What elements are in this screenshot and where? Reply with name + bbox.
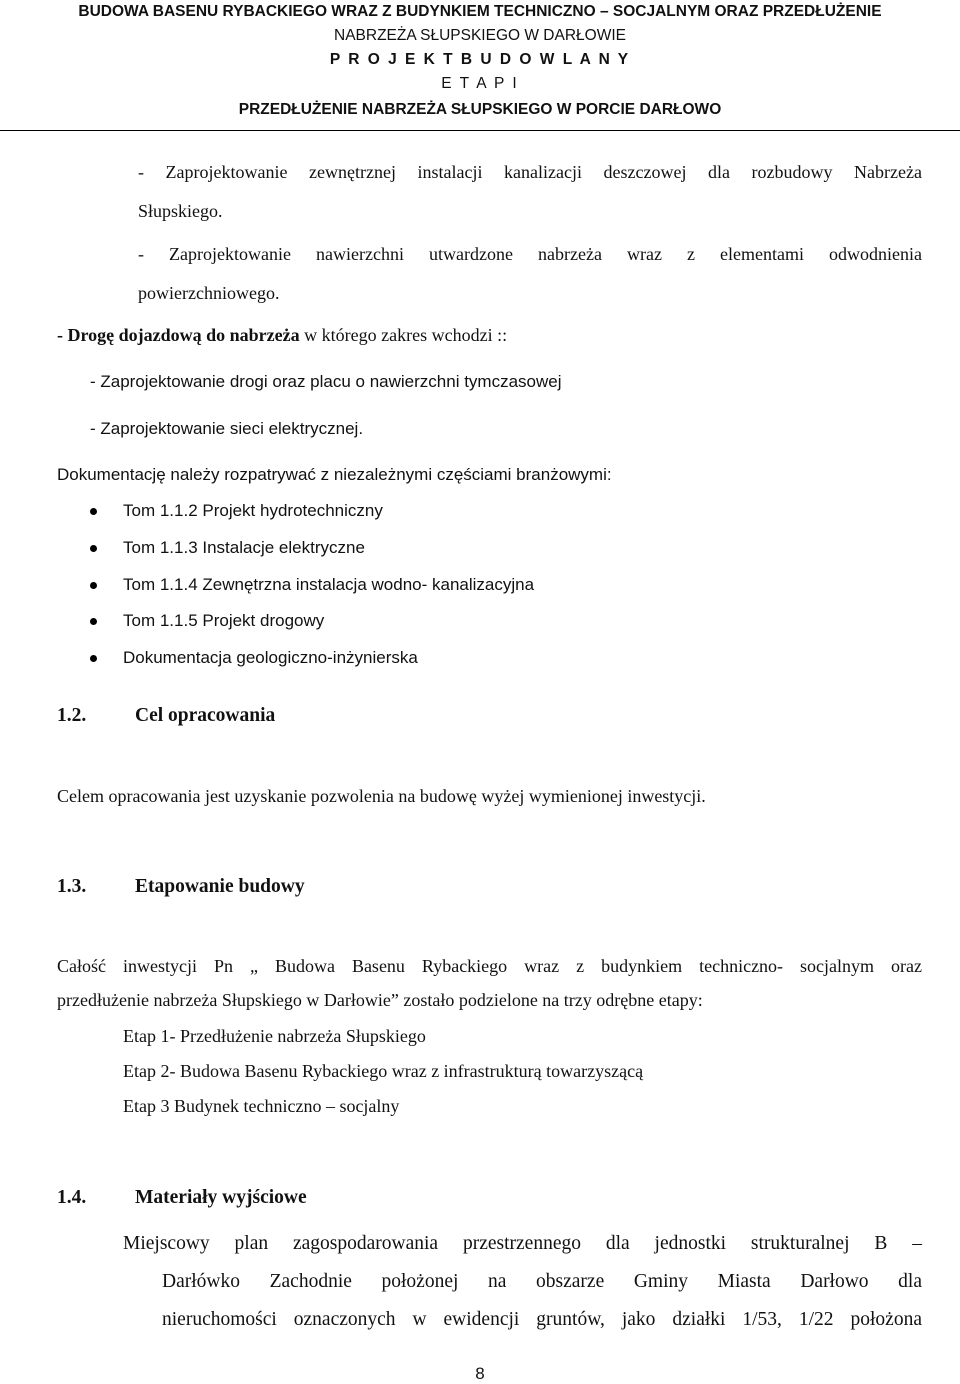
section-1-4-line-3: nieruchomości oznaczonych w ewidencji gruntów, jako działki 1/53, 1/22 położona <box>162 1309 922 1330</box>
header-line-5: PRZEDŁUŻENIE NABRZEŻA SŁUPSKIEGO W PORCIE DARŁOWO <box>238 101 722 118</box>
section-1-3-line-2: przedłużenie nabrzeża Słupskiego w Darłowie” zostało podzielone na trzy odrębne etapy: <box>57 990 703 1010</box>
intro-p2-line2: powierzchniowego. <box>138 283 280 303</box>
section-heading-1-3 <box>57 876 657 902</box>
road-item-2: - Zaprojektowanie sieci elektrycznej. <box>90 419 364 438</box>
page-number: 8 <box>475 1364 485 1383</box>
section-heading-1-2 <box>57 705 657 731</box>
section-number: 1.2. <box>57 705 87 726</box>
section-title: Cel opracowania <box>135 705 276 726</box>
section-title: Materiały wyjściowe <box>135 1187 307 1208</box>
section-1-2-text: Celem opracowania jest uzyskanie pozwolenia na budowę wyżej wymienionej inwestycji. <box>57 786 706 806</box>
header-divider <box>0 130 960 131</box>
bullet-icon <box>90 582 97 589</box>
section-number: 1.3. <box>57 876 87 897</box>
road-intro <box>57 323 507 347</box>
header-line-1: BUDOWA BASENU RYBACKIEGO WRAZ Z BUDYNKIEM TECHNICZNO – SOCJALNYM ORAZ PRZEDŁUŻENIE <box>78 3 882 20</box>
section-1-4-line-2: Darłówko Zachodnie położonej na obszarze Gminy Miasta Darłowo dla <box>162 1271 922 1292</box>
volume-item: Tom 1.1.5 Projekt drogowy <box>123 611 325 630</box>
volume-item: Tom 1.1.3 Instalacje elektryczne <box>123 538 365 557</box>
volume-item: Dokumentacja geologiczno-inżynierska <box>123 648 418 667</box>
intro-p2-line1: - Zaprojektowanie nawierzchni utwardzone nabrzeża wraz z elementami odwodnienia <box>138 244 922 264</box>
volume-item: Tom 1.1.2 Projekt hydrotechniczny <box>123 501 383 520</box>
intro-p1-line2: Słupskiego. <box>138 201 223 221</box>
section-title: Etapowanie budowy <box>135 876 305 897</box>
bullet-icon <box>90 545 97 552</box>
section-number: 1.4. <box>57 1187 87 1208</box>
section-heading-1-4 <box>57 1187 657 1213</box>
road-bold-text: - Drogę dojazdową do nabrzeża <box>57 325 300 345</box>
bullet-icon <box>90 655 97 662</box>
section-1-3-line-1: Całość inwestycji Pn „ Budowa Basenu Rybackiego wraz z budynkiem techniczno- socjalnym oraz <box>57 956 922 976</box>
header-line-4: E T A P I <box>441 75 519 92</box>
road-item-1: - Zaprojektowanie drogi oraz placu o nawierzchni tymczasowej <box>90 372 562 391</box>
header-line-2: NABRZEŻA SŁUPSKIEGO W DARŁOWIE <box>334 27 626 44</box>
stage-item: Etap 2- Budowa Basenu Rybackiego wraz z infrastrukturą towarzyszącą <box>123 1061 644 1081</box>
volume-item: Tom 1.1.4 Zewnętrzna instalacja wodno- kanalizacyjna <box>123 575 535 594</box>
header-line-3: P R O J E K T B U D O W L A N Y <box>329 51 631 68</box>
stage-item: Etap 1- Przedłużenie nabrzeża Słupskiego <box>123 1026 426 1046</box>
documentation-intro: Dokumentację należy rozpatrywać z niezależnymi częściami branżowymi: <box>57 465 612 484</box>
section-1-4-line-1: Miejscowy plan zagospodarowania przestrzennego dla jednostki strukturalnej B – <box>123 1233 922 1254</box>
stage-item: Etap 3 Budynek techniczno – socjalny <box>123 1096 400 1116</box>
bullet-icon <box>90 508 97 515</box>
intro-p1-line1: - Zaprojektowanie zewnętrznej instalacji kanalizacji deszczowej dla rozbudowy Nabrzeża <box>138 162 922 182</box>
bullet-icon <box>90 618 97 625</box>
road-rest-text: w którego zakres wchodzi :: <box>299 325 508 345</box>
